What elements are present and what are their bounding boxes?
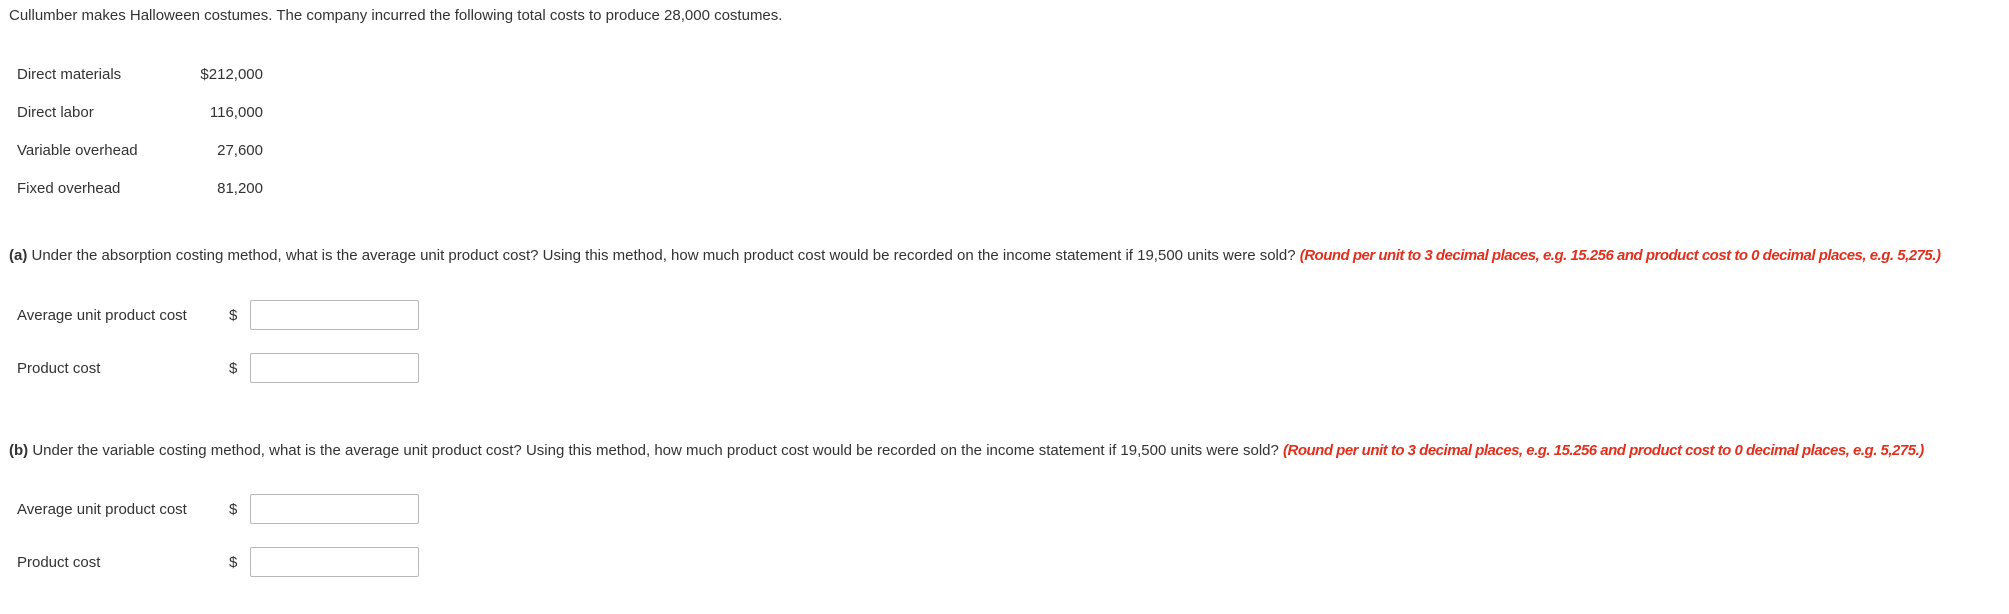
- cost-amount: 81,200: [217, 179, 263, 197]
- question-b: [9, 441, 1924, 461]
- cost-label: Variable overhead: [17, 141, 138, 159]
- answer-row-a-unit-cost: [17, 299, 419, 331]
- question-a-text: Under the absorption costing method, what is the average unit product cost? Using this method, how much product cost would be recorded on the income statement if 19,500 units were sold?: [27, 247, 1300, 264]
- dollar-sign: $: [229, 306, 238, 324]
- cost-amount: $212,000: [200, 65, 263, 83]
- question-a: [9, 246, 1940, 266]
- dollar-sign: $: [229, 359, 238, 377]
- cost-amount: 116,000: [209, 103, 263, 121]
- answer-label: Average unit product cost: [17, 500, 187, 518]
- table-row: [9, 131, 263, 169]
- answer-row-b-product-cost: [17, 546, 419, 578]
- table-row: [9, 55, 263, 93]
- dollar-sign: $: [229, 553, 238, 571]
- table-row: [9, 93, 263, 131]
- cost-label: Fixed overhead: [17, 179, 121, 197]
- cost-label: Direct labor: [17, 103, 94, 121]
- answer-label: Product cost: [17, 553, 101, 571]
- cost-label: Direct materials: [17, 65, 122, 83]
- table-row: [9, 169, 263, 207]
- absorption-product-cost-input[interactable]: [250, 353, 419, 383]
- variable-unit-cost-input[interactable]: [250, 494, 419, 524]
- question-a-prefix: (a): [9, 247, 28, 264]
- answer-label: Average unit product cost: [17, 306, 187, 324]
- question-b-prefix: (b): [9, 442, 29, 459]
- absorption-unit-cost-input[interactable]: [250, 300, 419, 330]
- question-b-text: Under the variable costing method, what is the average unit product cost? Using this method, how much product cost would be recorded on the income statement if 19,500 units were sold?: [28, 442, 1284, 459]
- question-b-rounding-note: (Round per unit to 3 decimal places, e.g. 15.256 and product cost to 0 decimal places, e.g. 5,275.): [1283, 442, 1924, 459]
- variable-product-cost-input[interactable]: [250, 547, 419, 577]
- answer-label: Product cost: [17, 359, 101, 377]
- cost-amount: 27,600: [217, 141, 263, 159]
- dollar-sign: $: [229, 500, 238, 518]
- problem-intro: Cullumber makes Halloween costumes. The company incurred the following total costs to produce 28,000 costumes.: [9, 7, 783, 24]
- answer-row-b-unit-cost: [17, 493, 419, 525]
- answer-row-a-product-cost: [17, 352, 419, 384]
- cost-table: [9, 55, 263, 207]
- question-a-rounding-note: (Round per unit to 3 decimal places, e.g. 15.256 and product cost to 0 decimal places, e.g. 5,275.): [1299, 247, 1941, 264]
